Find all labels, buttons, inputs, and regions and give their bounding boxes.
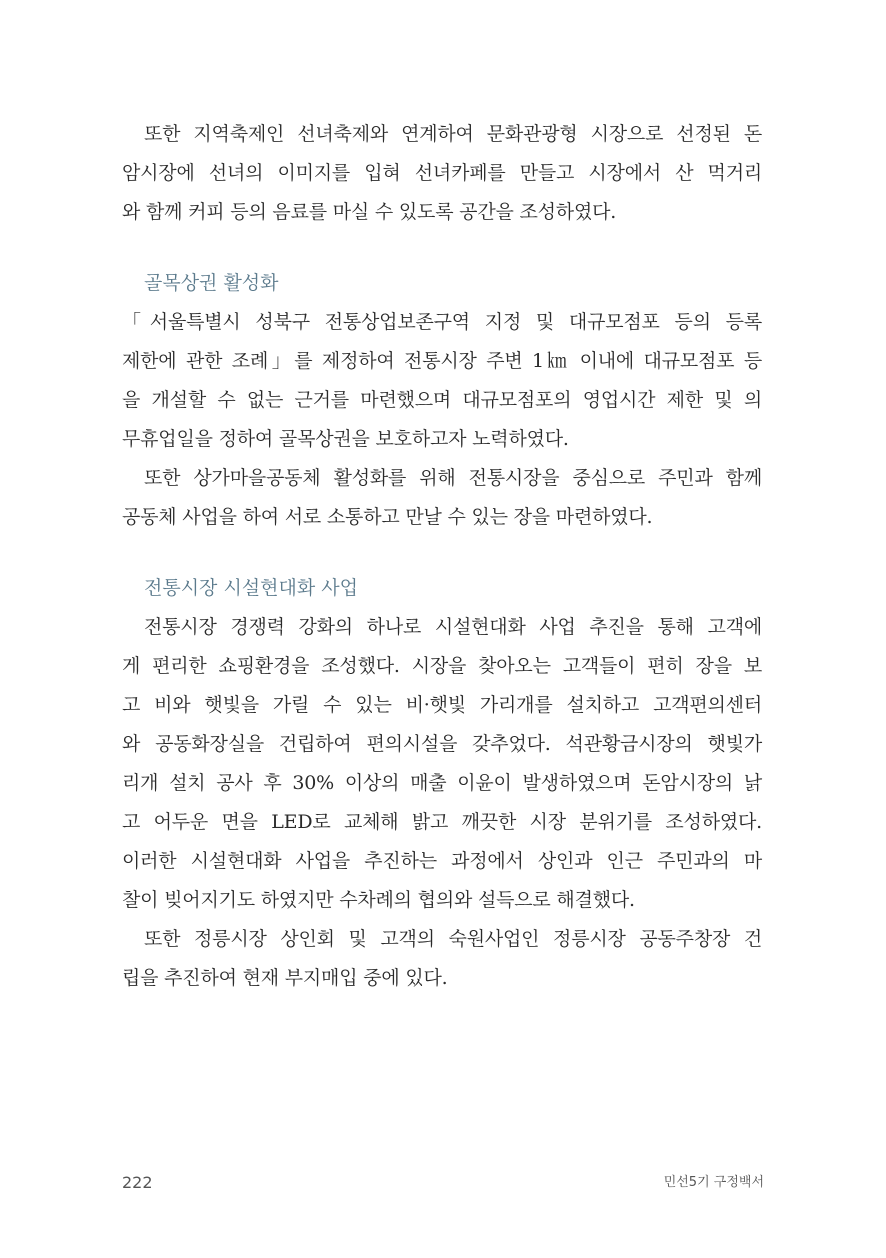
body-line: 고 어두운 면을 LED로 교체해 밝고 깨끗한 시장 분위기를 조성하였다.	[122, 811, 762, 833]
body-line: 을 개설할 수 없는 근거를 마련했으며 대규모점포의 영업시간 제한 및 의	[122, 389, 762, 411]
body-line: 암시장에 선녀의 이미지를 입혀 선녀카페를 만들고 시장에서 산 먹거리	[122, 162, 762, 184]
body-line: 「서울특별시 성북구 전통상업보존구역 지정 및 대규모점포 등의 등록	[122, 311, 762, 333]
body-line: 또한 정릉시장 상인회 및 고객의 숙원사업인 정릉시장 공동주창장 건	[144, 928, 762, 950]
body-line: 와 공동화장실을 건립하여 편의시설을 갖추었다. 석관황금시장의 햇빛가	[122, 733, 762, 755]
body-line: 또한 지역축제인 선녀축제와 연계하여 문화관광형 시장으로 선정된 돈	[144, 123, 762, 145]
section-heading: 골목상권 활성화	[144, 272, 279, 294]
body-line: 고 비와 햇빛을 가릴 수 있는 비·햇빛 가리개를 설치하고 고객편의센터	[122, 694, 762, 716]
page-number: 222	[122, 1173, 153, 1192]
body-line: 게 편리한 쇼핑환경을 조성했다. 시장을 찾아오는 고객들이 편히 장을 보	[122, 655, 762, 677]
running-title: 민선5기 구정백서	[663, 1175, 764, 1190]
body-line: 제한에 관한 조례」를 제정하여 전통시장 주변 1㎞ 이내에 대규모점포 등	[122, 350, 762, 372]
body-line: 무휴업일을 정하여 골목상권을 보호하고자 노력하였다.	[122, 428, 569, 450]
body-line: 또한 상가마을공동체 활성화를 위해 전통시장을 중심으로 주민과 함께	[144, 467, 762, 489]
body-line: 리개 설치 공사 후 30% 이상의 매출 이윤이 발생하였으며 돈암시장의 낡	[122, 772, 762, 794]
body-line: 와 함께 커피 등의 음료를 마실 수 있도록 공간을 조성하였다.	[122, 201, 617, 223]
body-line: 공동체 사업을 하여 서로 소통하고 만날 수 있는 장을 마련하였다.	[122, 506, 653, 528]
section-heading: 전통시장 시설현대화 사업	[144, 577, 358, 599]
body-line: 이러한 시설현대화 사업을 추진하는 과정에서 상인과 인근 주민과의 마	[122, 850, 762, 872]
body-line: 찰이 빚어지기도 하였지만 수차례의 협의와 설득으로 해결했다.	[122, 889, 635, 911]
body-line: 립을 추진하여 현재 부지매입 중에 있다.	[122, 967, 448, 989]
body-line: 전통시장 경쟁력 강화의 하나로 시설현대화 사업 추진을 통해 고객에	[144, 616, 762, 638]
